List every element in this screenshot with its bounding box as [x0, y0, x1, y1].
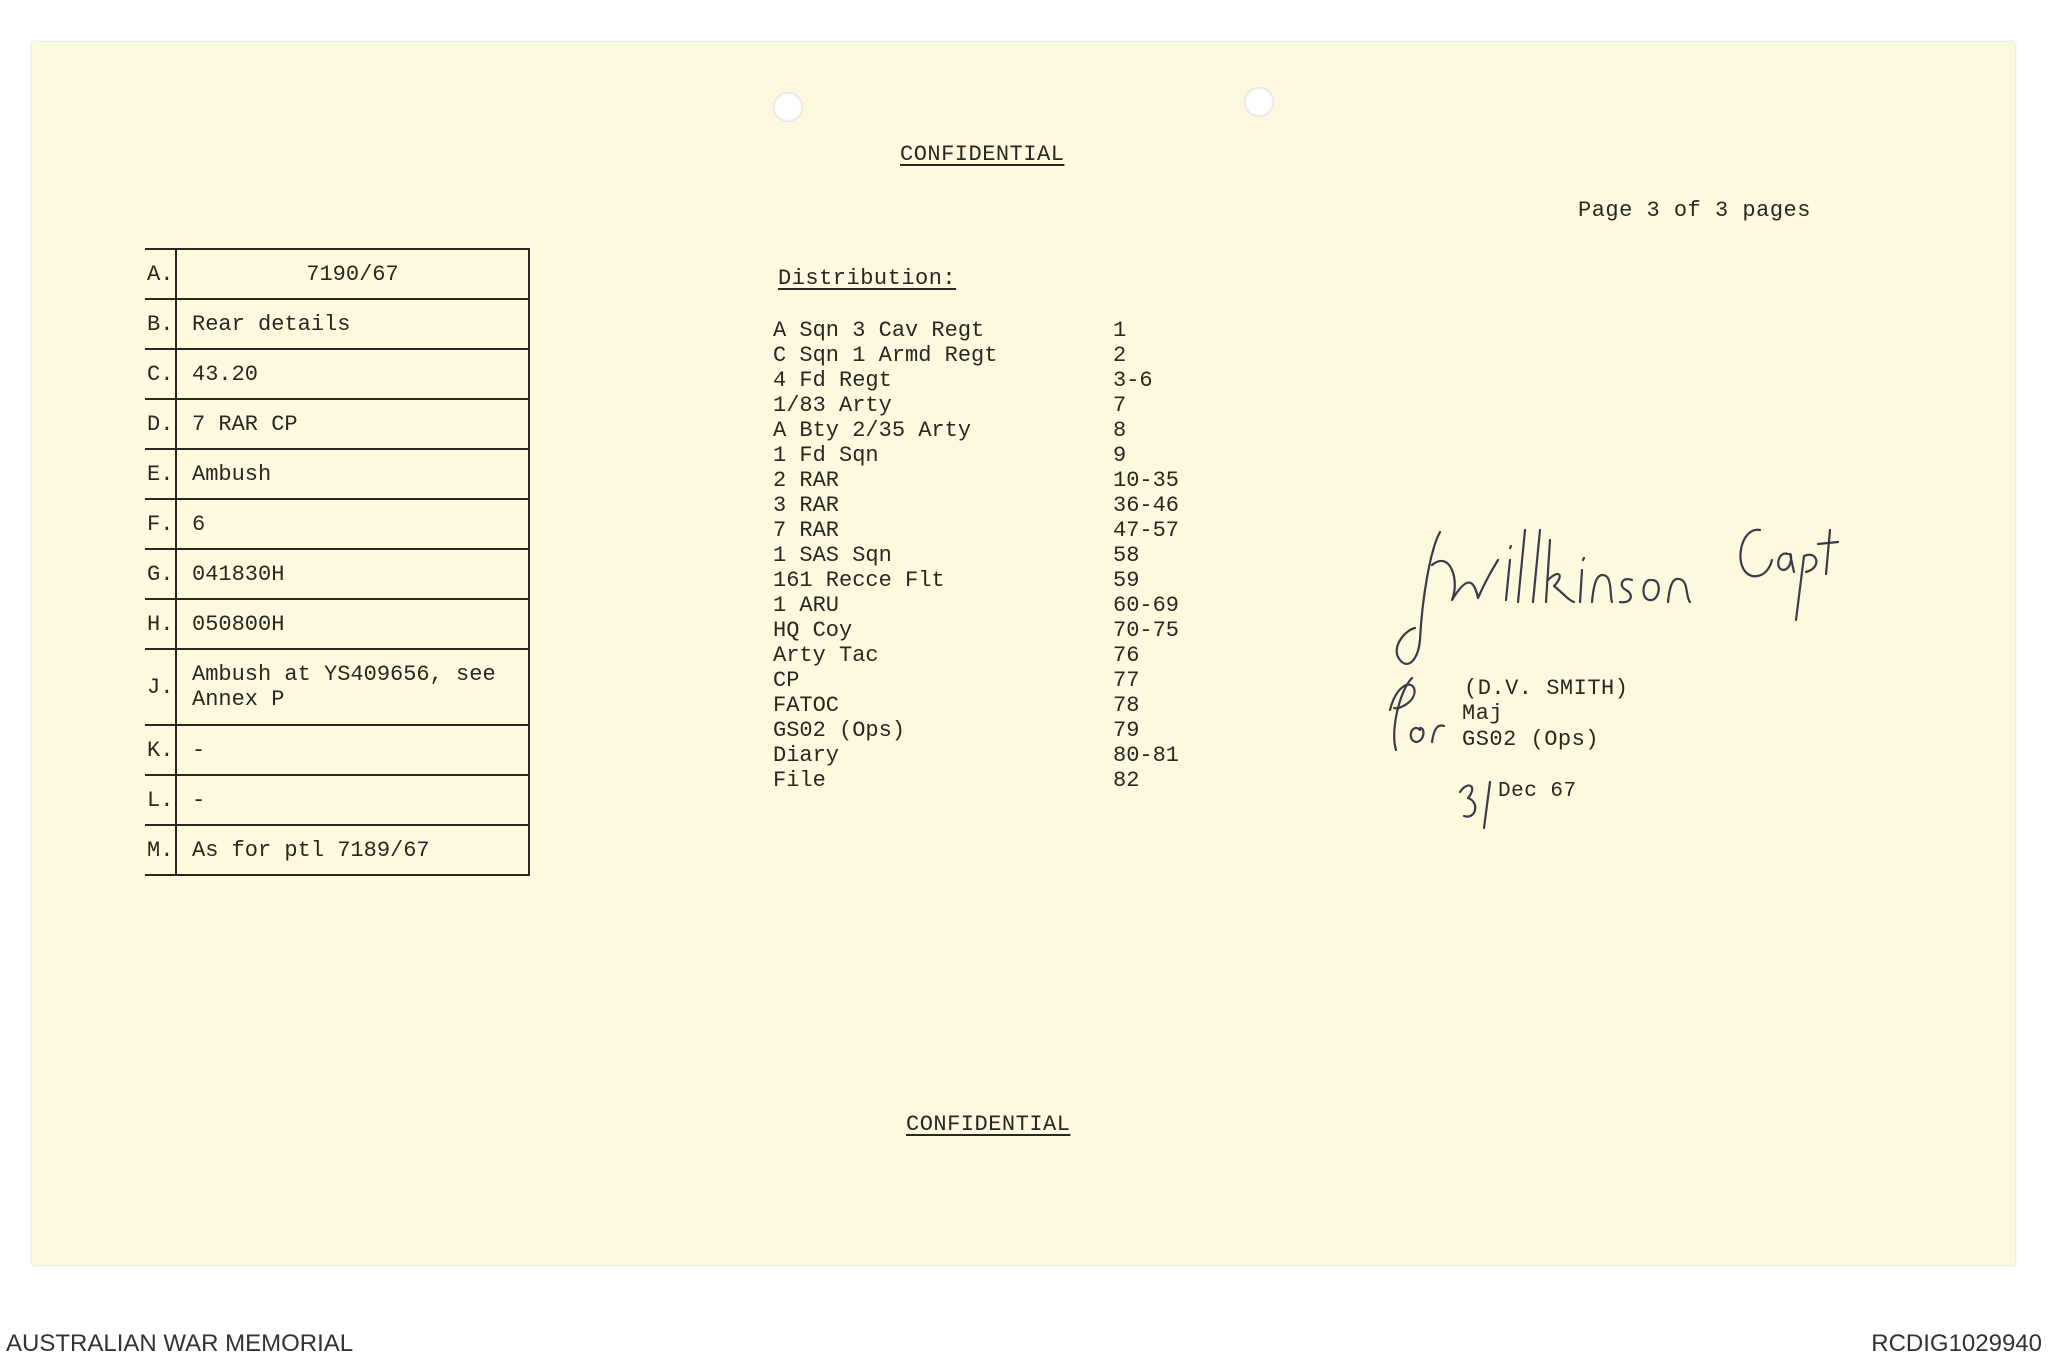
signatory-rank: Maj	[1462, 701, 1504, 726]
distribution-item	[773, 443, 1193, 468]
distribution-item	[773, 468, 1193, 493]
distribution-item	[773, 618, 1193, 643]
distribution-item	[773, 568, 1193, 593]
form-row	[145, 649, 529, 725]
addressee: 4 Fd Regt	[773, 368, 892, 393]
addressee: 3 RAR	[773, 493, 840, 518]
addressee: A Sqn 3 Cav Regt	[773, 318, 985, 343]
addressee: 1 Fd Sqn	[773, 443, 879, 468]
addressee: 161 Recce Flt	[773, 568, 945, 593]
form-code: M.	[145, 825, 176, 875]
form-row	[145, 299, 529, 349]
handwritten-signature	[1360, 510, 1880, 830]
addressee: A Bty 2/35 Arty	[773, 418, 972, 443]
form-row	[145, 599, 529, 649]
form-code: A.	[145, 249, 176, 299]
form-value: 7 RAR CP	[176, 399, 529, 449]
copy-numbers: 36-46	[1113, 493, 1180, 518]
form-value	[176, 649, 529, 725]
copy-numbers: 2	[1113, 343, 1127, 368]
distribution-item	[773, 593, 1193, 618]
addressee: C Sqn 1 Armd Regt	[773, 343, 998, 368]
copy-numbers: 78	[1113, 693, 1140, 718]
distribution-item	[773, 368, 1193, 393]
copy-numbers: 82	[1113, 768, 1140, 793]
form-value-line: Annex P	[192, 687, 285, 712]
form-code: E.	[145, 449, 176, 499]
signature-date: Dec 67	[1498, 780, 1577, 803]
distribution-item	[773, 393, 1193, 418]
addressee: File	[773, 768, 826, 793]
form-value: 43.20	[176, 349, 529, 399]
copy-numbers: 76	[1113, 643, 1140, 668]
copy-numbers: 47-57	[1113, 518, 1180, 543]
message-form-table	[145, 248, 530, 876]
form-value: 7190/67	[176, 249, 529, 299]
form-value: 6	[176, 499, 529, 549]
addressee: HQ Coy	[773, 618, 853, 643]
form-row	[145, 449, 529, 499]
copy-numbers: 10-35	[1113, 468, 1180, 493]
distribution-item	[773, 543, 1193, 568]
form-row	[145, 549, 529, 599]
addressee: 2 RAR	[773, 468, 840, 493]
addressee: 1 ARU	[773, 593, 840, 618]
distribution-item	[773, 343, 1193, 368]
form-value: -	[176, 775, 529, 825]
distribution-heading: Distribution:	[778, 266, 957, 291]
form-code: H.	[145, 599, 176, 649]
form-row	[145, 725, 529, 775]
form-row	[145, 399, 529, 449]
copy-numbers: 79	[1113, 718, 1140, 743]
addressee: CP	[773, 668, 800, 693]
form-code: C.	[145, 349, 176, 399]
form-code: F.	[145, 499, 176, 549]
archive-institution: AUSTRALIAN WAR MEMORIAL	[6, 1330, 354, 1357]
addressee: 1 SAS Sqn	[773, 543, 892, 568]
distribution-item	[773, 668, 1193, 693]
form-value: -	[176, 725, 529, 775]
signatory-appointment: GS02 (Ops)	[1462, 727, 1600, 752]
signatory-name: (D.V. SMITH)	[1464, 676, 1629, 701]
copy-numbers: 70-75	[1113, 618, 1180, 643]
addressee: Diary	[773, 743, 840, 768]
copy-numbers: 59	[1113, 568, 1140, 593]
punch-hole	[773, 92, 803, 122]
copy-numbers: 77	[1113, 668, 1140, 693]
form-row	[145, 249, 529, 299]
form-code: B.	[145, 299, 176, 349]
form-code: K.	[145, 725, 176, 775]
form-value: Ambush	[176, 449, 529, 499]
copy-numbers: 1	[1113, 318, 1127, 343]
distribution-item	[773, 768, 1193, 793]
page-info: Page 3 of 3 pages	[1578, 198, 1811, 223]
distribution-item	[773, 318, 1193, 343]
addressee: Arty Tac	[773, 643, 879, 668]
form-row	[145, 499, 529, 549]
punch-hole	[1244, 87, 1274, 117]
distribution-list	[773, 318, 1193, 793]
form-code: J.	[145, 649, 176, 725]
copy-numbers: 3-6	[1113, 368, 1153, 393]
form-value: Rear details	[176, 299, 529, 349]
form-row	[145, 825, 529, 875]
form-row	[145, 349, 529, 399]
copy-numbers: 8	[1113, 418, 1127, 443]
form-code: D.	[145, 399, 176, 449]
classification-footer: CONFIDENTIAL	[906, 1112, 1071, 1137]
form-value: 050800H	[176, 599, 529, 649]
archive-reference: RCDIG1029940	[1871, 1330, 2042, 1357]
form-value: As for ptl 7189/67	[176, 825, 529, 875]
copy-numbers: 80-81	[1113, 743, 1180, 768]
distribution-item	[773, 643, 1193, 668]
distribution-item	[773, 493, 1193, 518]
copy-numbers: 7	[1113, 393, 1127, 418]
form-code: L.	[145, 775, 176, 825]
form-value: 041830H	[176, 549, 529, 599]
distribution-item	[773, 718, 1193, 743]
form-value-line: Ambush at YS409656, see	[192, 662, 496, 687]
form-code: G.	[145, 549, 176, 599]
distribution-item	[773, 518, 1193, 543]
form-row	[145, 775, 529, 825]
copy-numbers: 60-69	[1113, 593, 1180, 618]
distribution-item	[773, 743, 1193, 768]
addressee: GS02 (Ops)	[773, 718, 906, 743]
copy-numbers: 9	[1113, 443, 1127, 468]
classification-header: CONFIDENTIAL	[900, 142, 1065, 167]
copy-numbers: 58	[1113, 543, 1140, 568]
distribution-item	[773, 693, 1193, 718]
addressee: 1/83 Arty	[773, 393, 892, 418]
distribution-item	[773, 418, 1193, 443]
addressee: FATOC	[773, 693, 840, 718]
addressee: 7 RAR	[773, 518, 840, 543]
